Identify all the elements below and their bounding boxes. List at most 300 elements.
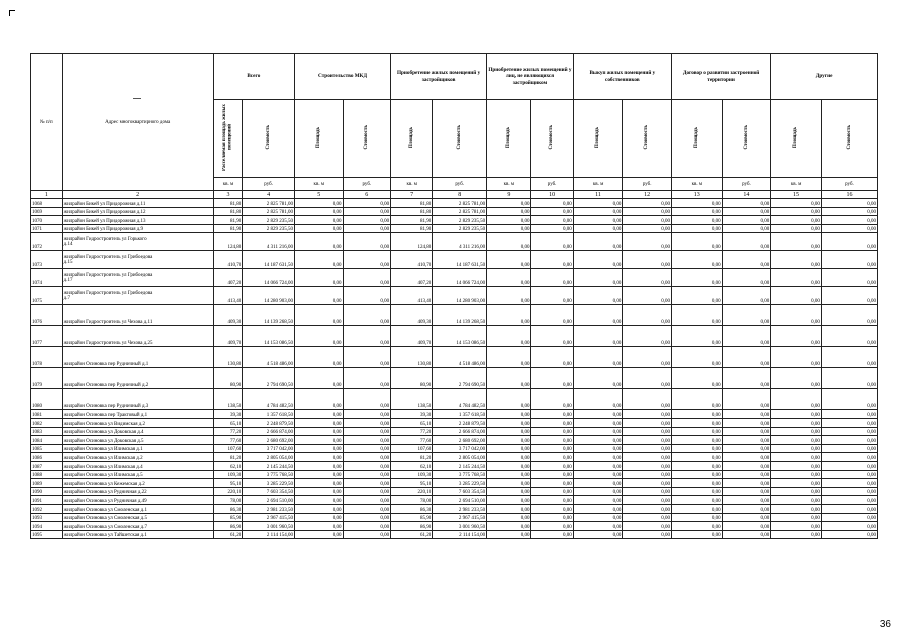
value-cell: 0,00 <box>294 504 343 513</box>
value-cell: 0,00 <box>487 410 531 419</box>
value-cell: 0,00 <box>821 418 877 427</box>
value-cell: 86,30 <box>213 504 243 513</box>
table-row <box>31 410 878 419</box>
row-number: 1073 <box>31 251 63 269</box>
value-cell: 409,70 <box>213 326 243 347</box>
value-cell: 0,00 <box>294 487 343 496</box>
value-cell: 2 666 874,00 <box>433 427 487 436</box>
value-cell: 0,00 <box>771 251 822 269</box>
value-cell: 0,00 <box>343 470 391 479</box>
table-row <box>31 487 878 496</box>
address-cell <box>62 418 213 427</box>
sub-area: Площадь <box>573 100 623 178</box>
value-cell: 0,00 <box>722 199 771 208</box>
value-cell: 0,00 <box>573 436 623 445</box>
address-line: д.17 <box>63 277 73 283</box>
value-cell: 0,00 <box>722 530 771 539</box>
value-cell: 0,00 <box>722 368 771 389</box>
value-cell: 0,00 <box>573 479 623 488</box>
row-number: 1088 <box>31 470 63 479</box>
value-cell: 0,00 <box>531 224 573 233</box>
unit-area: кв. м <box>294 178 343 191</box>
row-number: 1086 <box>31 453 63 462</box>
value-cell: 0,00 <box>821 305 877 326</box>
table-row <box>31 368 878 389</box>
address-cell <box>62 326 213 347</box>
value-cell: 81,80 <box>391 207 433 216</box>
value-cell: 2 981 233,50 <box>243 504 295 513</box>
value-cell: 0,00 <box>487 216 531 225</box>
value-cell: 0,00 <box>343 368 391 389</box>
value-cell: 0,00 <box>531 410 573 419</box>
scan-corner-mark <box>9 10 15 16</box>
value-cell: 0,00 <box>294 216 343 225</box>
value-cell: 0,00 <box>573 326 623 347</box>
address-line: жилрайон Осиновка ул Смоленская д.1 <box>63 507 147 513</box>
value-cell: 107,60 <box>213 444 243 453</box>
value-cell: 0,00 <box>671 251 722 269</box>
value-cell: 0,00 <box>294 530 343 539</box>
value-cell: 0,00 <box>573 530 623 539</box>
value-cell: 14 187 631,50 <box>433 251 487 269</box>
value-cell: 0,00 <box>821 479 877 488</box>
value-cell: 409,70 <box>391 326 433 347</box>
address-cell <box>62 233 213 251</box>
value-cell: 95,10 <box>213 479 243 488</box>
value-cell: 2 666 874,00 <box>243 427 295 436</box>
value-cell: 0,00 <box>294 427 343 436</box>
value-cell: 0,00 <box>573 461 623 470</box>
value-cell: 0,00 <box>671 504 722 513</box>
table-row <box>31 530 878 539</box>
value-cell: 0,00 <box>623 199 672 208</box>
value-cell: 0,00 <box>343 513 391 522</box>
value-cell: 81,90 <box>213 216 243 225</box>
value-cell: 77,20 <box>391 427 433 436</box>
value-cell: 0,00 <box>343 269 391 287</box>
sub-area: Площадь <box>294 100 343 178</box>
sub-total-area: Расселяемая площадь жилых помещений <box>213 100 243 178</box>
value-cell: 0,00 <box>722 251 771 269</box>
value-cell: 220,10 <box>213 487 243 496</box>
value-cell: 0,00 <box>487 418 531 427</box>
sub-area: Площадь <box>771 100 822 178</box>
value-cell: 0,00 <box>623 224 672 233</box>
value-cell: 14 153 086,50 <box>433 326 487 347</box>
value-cell: 0,00 <box>771 504 822 513</box>
value-cell: 0,00 <box>487 305 531 326</box>
address-line: жилрайон Осиновка ул Доковская д.4 <box>63 430 144 436</box>
value-cell: 0,00 <box>487 453 531 462</box>
value-cell: 0,00 <box>294 496 343 505</box>
value-cell: 413,40 <box>213 287 243 305</box>
table-row <box>31 233 878 251</box>
value-cell: 0,00 <box>722 224 771 233</box>
table-row <box>31 224 878 233</box>
value-cell: 61,20 <box>213 530 243 539</box>
value-cell: 138,50 <box>213 389 243 410</box>
table-row <box>31 427 878 436</box>
value-cell: 0,00 <box>821 207 877 216</box>
value-cell: 0,00 <box>573 368 623 389</box>
value-cell: 2 805 054,00 <box>243 453 295 462</box>
value-cell: 130,80 <box>213 347 243 368</box>
value-cell: 0,00 <box>771 199 822 208</box>
value-cell: 0,00 <box>294 410 343 419</box>
value-cell: 0,00 <box>821 461 877 470</box>
address-line: жилрайон Гидростроитель ул Чехова д.11 <box>63 320 153 326</box>
address-line: жилрайон Бикей ул Придорожная д.13 <box>63 218 146 224</box>
value-cell: 0,00 <box>821 269 877 287</box>
row-number: 1078 <box>31 347 63 368</box>
value-cell: 65,10 <box>213 418 243 427</box>
value-cell: 95,10 <box>391 479 433 488</box>
value-cell: 0,00 <box>671 470 722 479</box>
value-cell: 0,00 <box>722 513 771 522</box>
value-cell: 0,00 <box>623 216 672 225</box>
value-cell: 0,00 <box>722 287 771 305</box>
group-construction: Строительство МКД <box>294 54 390 100</box>
value-cell: 0,00 <box>294 444 343 453</box>
value-cell: 0,00 <box>623 326 672 347</box>
address-cell <box>62 224 213 233</box>
value-cell: 14 066 724,00 <box>433 269 487 287</box>
table-row <box>31 436 878 445</box>
value-cell: 0,00 <box>623 504 672 513</box>
value-cell: 0,00 <box>821 530 877 539</box>
unit-cost: руб. <box>243 178 295 191</box>
row-number: 1079 <box>31 368 63 389</box>
value-cell: 0,00 <box>487 199 531 208</box>
value-cell: 2 825 781,00 <box>243 207 295 216</box>
address-line: д.15 <box>63 259 73 265</box>
value-cell: 0,00 <box>821 496 877 505</box>
value-cell: 0,00 <box>722 487 771 496</box>
value-cell: 0,00 <box>343 233 391 251</box>
address-line: жилрайон Бикей ул Придорожная д.12 <box>63 210 146 216</box>
value-cell: 4 518 486,00 <box>433 347 487 368</box>
value-cell: 1 357 618,50 <box>433 410 487 419</box>
value-cell: 0,00 <box>343 487 391 496</box>
table-row <box>31 216 878 225</box>
value-cell: 2 967 415,50 <box>433 513 487 522</box>
address-cell <box>62 269 213 287</box>
address-line: жилрайон Гидростроитель ул Грибоедова <box>63 272 153 278</box>
value-cell: 0,00 <box>671 513 722 522</box>
unit-area: кв. м <box>573 178 623 191</box>
value-cell: 0,00 <box>294 207 343 216</box>
value-cell: 14 066 724,00 <box>243 269 295 287</box>
value-cell: 0,00 <box>671 487 722 496</box>
address-cell <box>62 444 213 453</box>
value-cell: 80,90 <box>213 368 243 389</box>
table-row <box>31 479 878 488</box>
value-cell: 4 518 486,00 <box>243 347 295 368</box>
group-purchase-non-developers: Приобретение жилых помещений у лиц, не являющихся застройщиком <box>487 54 574 100</box>
row-number: 1075 <box>31 287 63 305</box>
row-number: 1095 <box>31 530 63 539</box>
col-no-header: № п/п <box>31 54 63 191</box>
value-cell: 0,00 <box>294 368 343 389</box>
value-cell: 0,00 <box>722 453 771 462</box>
value-cell: 81,20 <box>391 453 433 462</box>
table-row <box>31 461 878 470</box>
value-cell: 0,00 <box>294 326 343 347</box>
value-cell: 0,00 <box>343 453 391 462</box>
sub-cost: Стоимость <box>821 100 877 178</box>
value-cell: 0,00 <box>623 444 672 453</box>
value-cell: 0,00 <box>487 251 531 269</box>
value-cell: 407,20 <box>391 269 433 287</box>
address-cell <box>62 436 213 445</box>
value-cell: 0,00 <box>531 418 573 427</box>
value-cell: 0,00 <box>573 444 623 453</box>
value-cell: 0,00 <box>294 470 343 479</box>
table-row <box>31 326 878 347</box>
value-cell: 0,00 <box>343 461 391 470</box>
value-cell: 0,00 <box>487 496 531 505</box>
unit-cost: руб. <box>821 178 877 191</box>
value-cell: 0,00 <box>671 368 722 389</box>
sub-cost: Стоимость <box>623 100 672 178</box>
value-cell: 0,00 <box>487 504 531 513</box>
value-cell: 0,00 <box>531 207 573 216</box>
sub-area: Площадь <box>671 100 722 178</box>
value-cell: 0,00 <box>531 496 573 505</box>
value-cell: 0,00 <box>821 487 877 496</box>
value-cell: 0,00 <box>623 487 672 496</box>
value-cell: 2 829 235,50 <box>243 216 295 225</box>
value-cell: 0,00 <box>487 461 531 470</box>
sub-cost: Стоимость <box>531 100 573 178</box>
value-cell: 0,00 <box>294 479 343 488</box>
address-cell <box>62 453 213 462</box>
value-cell: 0,00 <box>821 347 877 368</box>
value-cell: 7 603 354,50 <box>433 487 487 496</box>
value-cell: 0,00 <box>771 287 822 305</box>
value-cell: 0,00 <box>343 287 391 305</box>
value-cell: 0,00 <box>722 504 771 513</box>
value-cell: 0,00 <box>294 251 343 269</box>
value-cell: 0,00 <box>573 216 623 225</box>
value-cell: 0,00 <box>573 487 623 496</box>
value-cell: 0,00 <box>343 305 391 326</box>
value-cell: 0,00 <box>771 269 822 287</box>
value-cell: 0,00 <box>821 224 877 233</box>
column-number: 5 <box>294 191 343 199</box>
value-cell: 0,00 <box>487 233 531 251</box>
value-cell: 0,00 <box>722 389 771 410</box>
column-number: 2 <box>62 191 213 199</box>
value-cell: 0,00 <box>623 470 672 479</box>
table-row <box>31 504 878 513</box>
row-number: 1089 <box>31 479 63 488</box>
value-cell: 220,10 <box>391 487 433 496</box>
address-line: жилрайон Осиновка пер Рудничный д.2 <box>63 383 149 389</box>
address-line: жилрайон Осиновка ул Доковская д.5 <box>63 438 144 444</box>
value-cell: 77,60 <box>391 436 433 445</box>
value-cell: 80,90 <box>391 368 433 389</box>
row-number: 1093 <box>31 513 63 522</box>
value-cell: 0,00 <box>343 530 391 539</box>
value-cell: 0,00 <box>821 199 877 208</box>
value-cell: 0,00 <box>623 269 672 287</box>
value-cell: 0,00 <box>343 347 391 368</box>
value-cell: 0,00 <box>487 522 531 531</box>
value-cell: 62,10 <box>213 461 243 470</box>
value-cell: 0,00 <box>771 207 822 216</box>
value-cell: 0,00 <box>623 305 672 326</box>
value-cell: 2 145 244,50 <box>243 461 295 470</box>
table-body <box>31 199 878 539</box>
value-cell: 0,00 <box>671 479 722 488</box>
table-row <box>31 287 878 305</box>
row-number: 1094 <box>31 522 63 531</box>
value-cell: 0,00 <box>771 326 822 347</box>
address-line: жилрайон Осиновка ул Смоленская д.5 <box>63 516 147 522</box>
value-cell: 0,00 <box>531 269 573 287</box>
unit-area: кв. м <box>213 178 243 191</box>
value-cell: 0,00 <box>531 470 573 479</box>
value-cell: 0,00 <box>294 418 343 427</box>
value-cell: 0,00 <box>487 368 531 389</box>
value-cell: 0,00 <box>343 479 391 488</box>
value-cell: 0,00 <box>487 479 531 488</box>
value-cell: 0,00 <box>294 224 343 233</box>
value-cell: 77,20 <box>213 427 243 436</box>
value-cell: 0,00 <box>487 389 531 410</box>
value-cell: 0,00 <box>771 389 822 410</box>
value-cell: 0,00 <box>821 233 877 251</box>
value-cell: 85,90 <box>391 513 433 522</box>
table-row <box>31 251 878 269</box>
address-line: жилрайон Осиновка ул Видимская д.2 <box>63 421 146 427</box>
value-cell: 0,00 <box>573 470 623 479</box>
value-cell: 0,00 <box>487 513 531 522</box>
value-cell: 0,00 <box>722 410 771 419</box>
row-number: 1085 <box>31 444 63 453</box>
value-cell: 138,50 <box>391 389 433 410</box>
value-cell: 2 694 510,00 <box>433 496 487 505</box>
value-cell: 2 794 690,50 <box>433 368 487 389</box>
address-cell <box>62 347 213 368</box>
column-number: 7 <box>391 191 433 199</box>
column-number: 16 <box>821 191 877 199</box>
value-cell: 2 114 154,00 <box>433 530 487 539</box>
value-cell: 0,00 <box>294 513 343 522</box>
value-cell: 2 248 879,50 <box>433 418 487 427</box>
value-cell: 124,80 <box>391 233 433 251</box>
value-cell: 0,00 <box>487 224 531 233</box>
column-number: 8 <box>433 191 487 199</box>
value-cell: 14 280 903,00 <box>243 287 295 305</box>
address-cell <box>62 461 213 470</box>
address-line: жилрайон Бикей ул Придорожная д.11 <box>63 201 146 207</box>
value-cell: 2 680 692,00 <box>433 436 487 445</box>
address-line: д.7 <box>63 295 70 301</box>
value-cell: 0,00 <box>343 389 391 410</box>
address-line: жилрайон Осиновка пер Рудничный д.3 <box>63 404 149 410</box>
table-row <box>31 453 878 462</box>
value-cell: 0,00 <box>671 444 722 453</box>
value-cell: 0,00 <box>771 233 822 251</box>
value-cell: 0,00 <box>821 444 877 453</box>
value-cell: 0,00 <box>623 513 672 522</box>
group-purchase-developers: Приобретение жилых помещений у застройщиков <box>391 54 487 100</box>
value-cell: 407,20 <box>213 269 243 287</box>
table-row <box>31 522 878 531</box>
value-cell: 0,00 <box>671 427 722 436</box>
value-cell: 2 805 054,00 <box>433 453 487 462</box>
value-cell: 0,00 <box>487 326 531 347</box>
value-cell: 0,00 <box>531 530 573 539</box>
address-cell <box>62 427 213 436</box>
value-cell: 0,00 <box>531 216 573 225</box>
value-cell: 0,00 <box>573 418 623 427</box>
value-cell: 0,00 <box>573 513 623 522</box>
column-number: 11 <box>573 191 623 199</box>
value-cell: 2 114 154,00 <box>243 530 295 539</box>
unit-cost: руб. <box>433 178 487 191</box>
value-cell: 0,00 <box>771 224 822 233</box>
value-cell: 0,00 <box>294 461 343 470</box>
value-cell: 0,00 <box>623 287 672 305</box>
value-cell: 4 784 482,50 <box>243 389 295 410</box>
value-cell: 2 967 415,50 <box>243 513 295 522</box>
value-cell: 0,00 <box>671 496 722 505</box>
value-cell: 0,00 <box>343 418 391 427</box>
value-cell: 0,00 <box>294 305 343 326</box>
value-cell: 0,00 <box>623 427 672 436</box>
unit-area: кв. м <box>391 178 433 191</box>
column-number: 15 <box>771 191 822 199</box>
value-cell: 0,00 <box>531 479 573 488</box>
unit-cost: руб. <box>623 178 672 191</box>
value-cell: 0,00 <box>343 427 391 436</box>
row-number: 1069 <box>31 207 63 216</box>
row-number: 1084 <box>31 436 63 445</box>
value-cell: 14 280 903,00 <box>433 287 487 305</box>
value-cell: 81,90 <box>213 224 243 233</box>
address-cell <box>62 487 213 496</box>
value-cell: 0,00 <box>821 410 877 419</box>
value-cell: 78,00 <box>391 496 433 505</box>
value-cell: 0,00 <box>531 513 573 522</box>
value-cell: 0,00 <box>573 224 623 233</box>
value-cell: 0,00 <box>573 347 623 368</box>
row-number: 1070 <box>31 216 63 225</box>
value-cell: 0,00 <box>531 436 573 445</box>
value-cell: 3 001 960,50 <box>433 522 487 531</box>
value-cell: 0,00 <box>821 436 877 445</box>
value-cell: 0,00 <box>623 436 672 445</box>
value-cell: 0,00 <box>573 305 623 326</box>
value-cell: 2 825 781,00 <box>243 199 295 208</box>
column-number: 3 <box>213 191 243 199</box>
value-cell: 81,90 <box>391 216 433 225</box>
group-total: Всего <box>213 54 294 100</box>
value-cell: 2 794 690,50 <box>243 368 295 389</box>
table-row <box>31 496 878 505</box>
value-cell: 0,00 <box>671 453 722 462</box>
value-cell: 4 311 216,00 <box>243 233 295 251</box>
value-cell: 0,00 <box>671 389 722 410</box>
value-cell: 0,00 <box>294 453 343 462</box>
value-cell: 77,60 <box>213 436 243 445</box>
value-cell: 61,20 <box>391 530 433 539</box>
table-row <box>31 347 878 368</box>
value-cell: 0,00 <box>623 251 672 269</box>
